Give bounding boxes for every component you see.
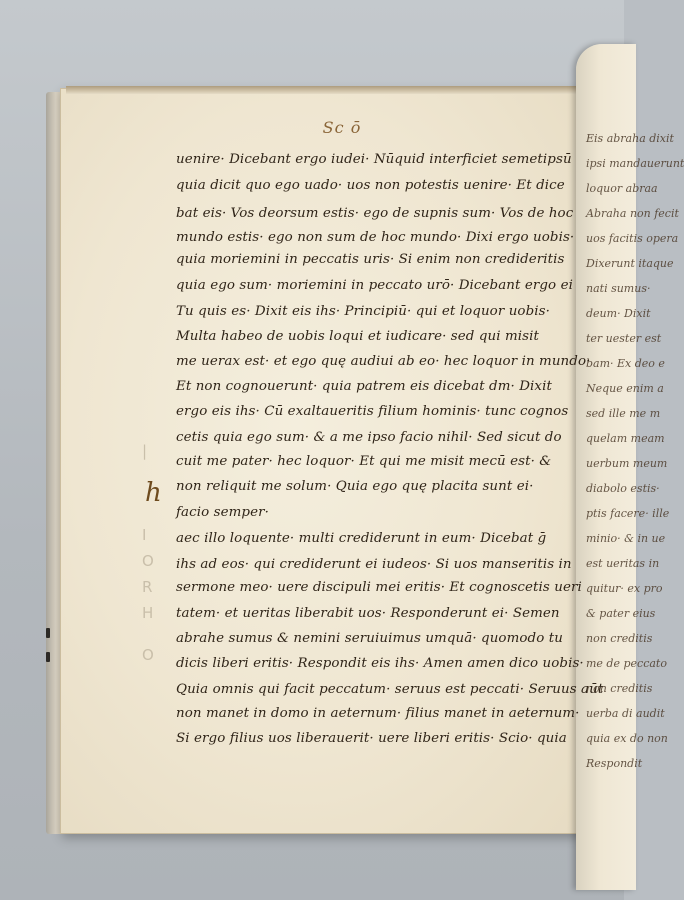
manuscript-line: quia dicit quo ego uado· uos non potestis uenire· Et dice: [176, 178, 565, 193]
manuscript-page-right: [576, 44, 684, 890]
manuscript-line: aec illo loquente· multi crediderunt in eum· Dicebat ḡ: [176, 531, 547, 546]
decorated-initial: h: [145, 478, 162, 508]
manuscript-line: dicis liberi eritis· Respondit eis ihs· Amen amen dico uobis·: [176, 656, 584, 671]
facing-page-line: loquor abraa: [586, 182, 658, 195]
facing-page-line: minio· & in ue: [586, 532, 666, 545]
manuscript-line: Et non cognouerunt· quia patrem eis dicebat dm· Dixit: [176, 379, 552, 394]
manuscript-line: bat eis· Vos deorsum estis· ego de supnis sum· Vos de hoc: [176, 206, 574, 221]
facing-page-line: Eis abraha dixit: [586, 132, 674, 145]
manuscript-line: abrahe sumus & nemini seruiuimus umquā· quomodo tu: [176, 631, 563, 646]
manuscript-line: non reliquit me solum· Quia ego quę placita sunt ei·: [176, 479, 534, 494]
manuscript-line: sermone meo· uere discipuli mei eritis· Et cognoscetis ueri: [176, 580, 582, 595]
manuscript-line: tatem· et ueritas liberabit uos· Responderunt ei· Semen: [176, 606, 560, 621]
manuscript-line: Tu quis es· Dixit eis ihs· Principiū· qui et loquor uobis·: [176, 304, 550, 319]
margin-bleed-mark: |: [142, 442, 148, 460]
manuscript-line: ihs ad eos· qui crediderunt ei iudeos· Si uos manseritis in: [176, 557, 572, 572]
facing-page-line: non creditis: [586, 632, 653, 645]
margin-bleed-mark: O: [142, 646, 154, 664]
facing-page-line: quia ex do non: [586, 732, 668, 745]
manuscript-line: facio semper·: [176, 505, 269, 520]
manuscript-line: non manet in domo in aeternum· filius manet in aeternum·: [176, 706, 580, 721]
manuscript-line: Si ergo filius uos liberauerit· uere liberi eritis· Scio· quia: [176, 731, 567, 746]
manuscript-line: Multa habeo de uobis loqui et iudicare· sed qui misit: [176, 329, 539, 344]
margin-bleed-mark: I: [142, 526, 147, 544]
page-top-edge: [66, 86, 586, 94]
running-head-text: Sc ō: [322, 118, 362, 137]
manuscript-line: cetis quia ego sum· & a me ipso facio nihil· Sed sicut do: [176, 430, 562, 445]
manuscript-line: ergo eis ihs· Cū exaltaueritis filium hominis· tunc cognos: [176, 404, 569, 419]
manuscript-line: mundo estis· ego non sum de hoc mundo· Dixi ergo uobis·: [176, 230, 575, 245]
margin-bleed-mark: O: [142, 552, 154, 570]
facing-page-line: bam· Ex deo e: [586, 357, 665, 370]
manuscript-line: cuit me pater· hec loquor· Et qui me misit mecū est· &: [176, 454, 552, 469]
manuscript-line: Quia omnis qui facit peccatum· seruus est peccati· Seruus aūt: [176, 682, 604, 697]
binding-nail: [46, 628, 50, 638]
facing-page-line: quitur· ex pro: [586, 582, 663, 595]
facing-page-line: est ueritas in: [586, 557, 660, 570]
facing-page-line: ipsi mandauerunt: [586, 157, 684, 170]
facing-page-line: uos facitis opera: [586, 232, 679, 245]
facing-page-line: Neque enim a: [586, 382, 664, 395]
margin-bleed-mark: H: [142, 604, 154, 622]
facing-page-line: Abraha non fecit: [586, 207, 679, 220]
facing-page-line: ter uester est: [586, 332, 662, 345]
facing-page-line: uerbum meum: [586, 457, 668, 470]
facing-page-line: Dixerunt itaque: [586, 257, 674, 270]
manuscript-line: uenire· Dicebant ergo iudei· Nūquid interficiet semetipsū: [176, 152, 572, 167]
facing-page-line: nati sumus·: [586, 282, 651, 295]
facing-page-line: deum· Dixit: [586, 307, 651, 320]
facing-page-line: sed ille me m: [586, 407, 661, 420]
facing-page-line: uerba di audit: [586, 707, 665, 720]
facing-page-line: non creditis: [586, 682, 653, 695]
facing-page-line: me de peccato: [586, 657, 667, 670]
facing-page-line: & pater eius: [586, 607, 656, 620]
manuscript-line: me uerax est· et ego quę audiui ab eo· hec loquor in mundo·: [176, 354, 591, 369]
facing-page-line: diabolo estis·: [586, 482, 660, 495]
manuscript-line: quia moriemini in peccatis uris· Si enim non credideritis: [176, 252, 565, 267]
facing-page-line: quelam meam: [586, 432, 665, 445]
facing-page-line: ptis facere· ille: [586, 507, 670, 520]
margin-bleed-mark: R: [142, 578, 153, 596]
binding-nail: [46, 652, 50, 662]
facing-page-line: Respondit: [586, 757, 643, 770]
manuscript-line: quia ego sum· moriemini in peccato urō· Dicebant ergo ei: [176, 278, 573, 293]
